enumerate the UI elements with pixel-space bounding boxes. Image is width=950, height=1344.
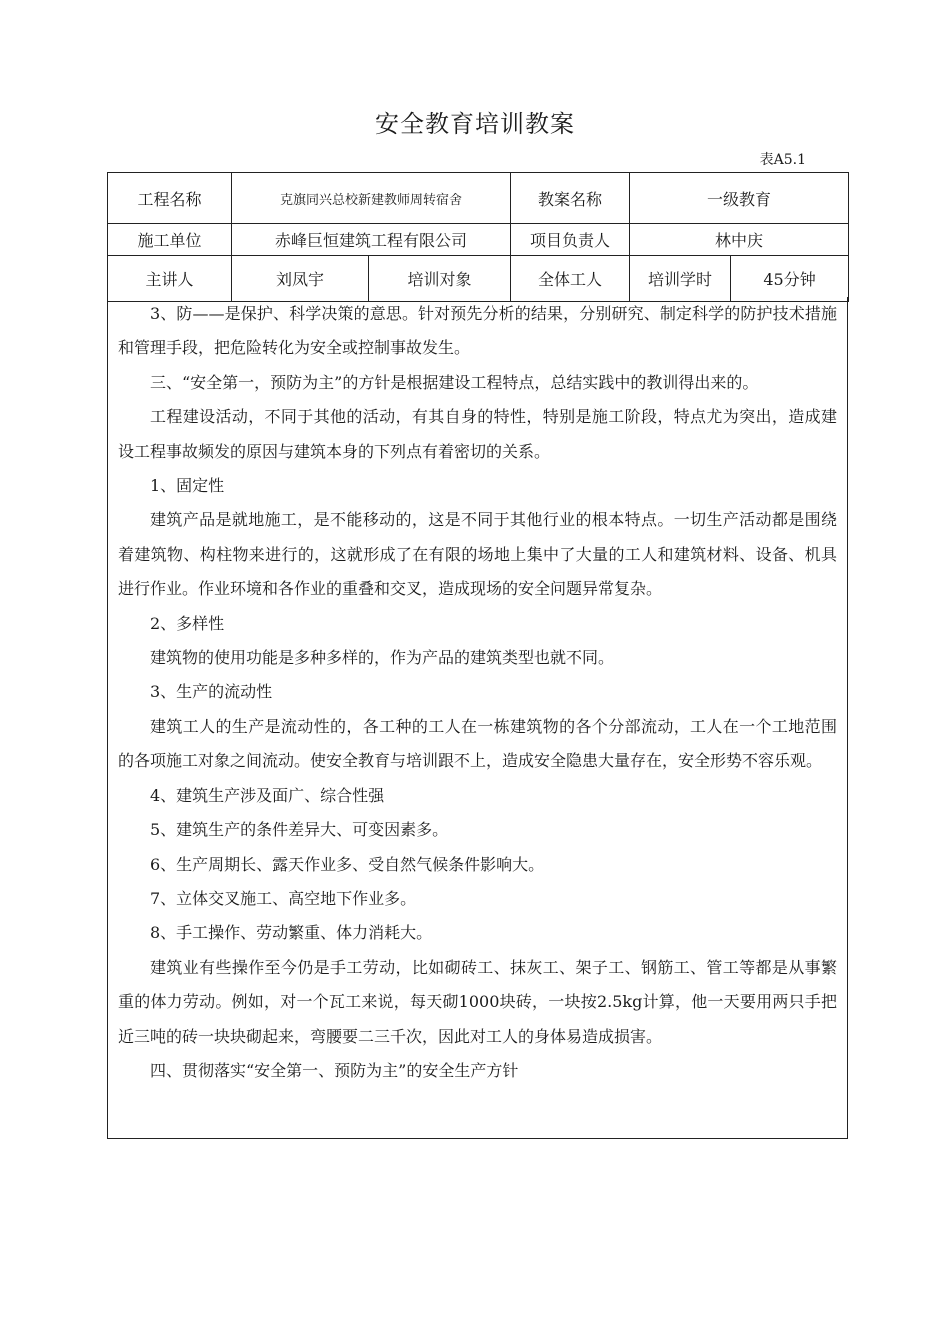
paragraph: 2、多样性 xyxy=(150,613,225,633)
constructor-value: 赤峰巨恒建筑工程有限公司 xyxy=(232,224,511,256)
paragraph: 建筑物的使用功能是多种多样的，作为产品的建筑类型也就不同。 xyxy=(150,648,615,668)
paragraph: 3、防——是保护、科学决策的意思。针对预先分析的结果，分别研究、制定科学的防护技术措施和管理手段，把危险转化为安全或控制事故发生。 xyxy=(118,304,837,358)
paragraph: 工程建设活动，不同于其他的活动，有其自身的特性，特别是施工阶段，特点尤为突出，造成建设工程事故频发的原因与建筑本身的下列点有着密切的关系。 xyxy=(118,407,837,461)
info-table xyxy=(107,172,849,302)
target-value: 全体工人 xyxy=(511,256,630,302)
lecturer-value: 刘凤宇 xyxy=(232,256,369,302)
info-row-lecture xyxy=(108,256,849,302)
project-label: 工程名称 xyxy=(108,173,232,224)
paragraph: 8、手工操作、劳动繁重、体力消耗大。 xyxy=(150,923,433,943)
plan-label: 教案名称 xyxy=(511,173,630,224)
paragraph: 4、建筑生产涉及面广、综合性强 xyxy=(150,785,385,805)
document-title: 安全教育培训教案 xyxy=(375,110,575,138)
hours-label: 培训学时 xyxy=(630,256,731,302)
paragraph: 1、固定性 xyxy=(150,476,225,496)
paragraph: 四、贯彻落实“安全第一、预防为主”的安全生产方针 xyxy=(150,1060,519,1080)
manager-label: 项目负责人 xyxy=(511,224,630,256)
project-value: 克旗同兴总校新建教师周转宿舍 xyxy=(232,173,511,224)
paragraph: 6、生产周期长、露天作业多、受自然气候条件影响大。 xyxy=(150,854,545,874)
paragraph: 建筑工人的生产是流动性的，各工种的工人在一栋建筑物的各个分部流动，工人在一个工地范围的各项施工对象之间流动。使安全教育与培训跟不上，造成安全隐患大量存在，安全形势不容乐观。 xyxy=(118,716,837,771)
paragraph: 建筑业有些操作至今仍是手工劳动，比如砌砖工、抹灰工、架子工、钢筋工、管工等都是从事繁重的体力劳动。例如，对一个瓦工来说，每天砌1000块砖，一块按2.5kg计算，他一天要用两只手把近三吨的砖一块块砌起来，弯腰要二三千次，因此对工人的身体易造成损害。 xyxy=(118,957,837,1046)
paragraph: 3、生产的流动性 xyxy=(150,682,273,702)
paragraph: 建筑产品是就地施工，是不能移动的，这是不同于其他行业的根本特点。一切生产活动都是围绕着建筑物、构柱物来进行的，这就形成了在有限的场地上集中了大量的工人和建筑材料、设备、机具进行作业。作业环境和各作业的重叠和交叉，造成现场的安全问题异常复杂。 xyxy=(118,510,837,599)
constructor-label: 施工单位 xyxy=(108,224,232,256)
hours-value: 45分钟 xyxy=(731,256,849,302)
lecturer-label: 主讲人 xyxy=(108,256,232,302)
manager-value: 林中庆 xyxy=(630,224,849,256)
paragraph: 5、建筑生产的条件差异大、可变因素多。 xyxy=(150,820,449,840)
target-label: 培训对象 xyxy=(369,256,511,302)
paragraph: 7、立体交叉施工、高空地下作业多。 xyxy=(150,888,417,908)
form-number: 表A5.1 xyxy=(759,152,806,168)
plan-value: 一级教育 xyxy=(630,173,849,224)
info-row-project xyxy=(108,173,849,224)
info-row-constructor xyxy=(108,224,849,256)
lesson-content xyxy=(107,297,848,1139)
paragraph: 三、“安全第一，预防为主”的方针是根据建设工程特点，总结实践中的教训得出来的。 xyxy=(150,372,759,392)
